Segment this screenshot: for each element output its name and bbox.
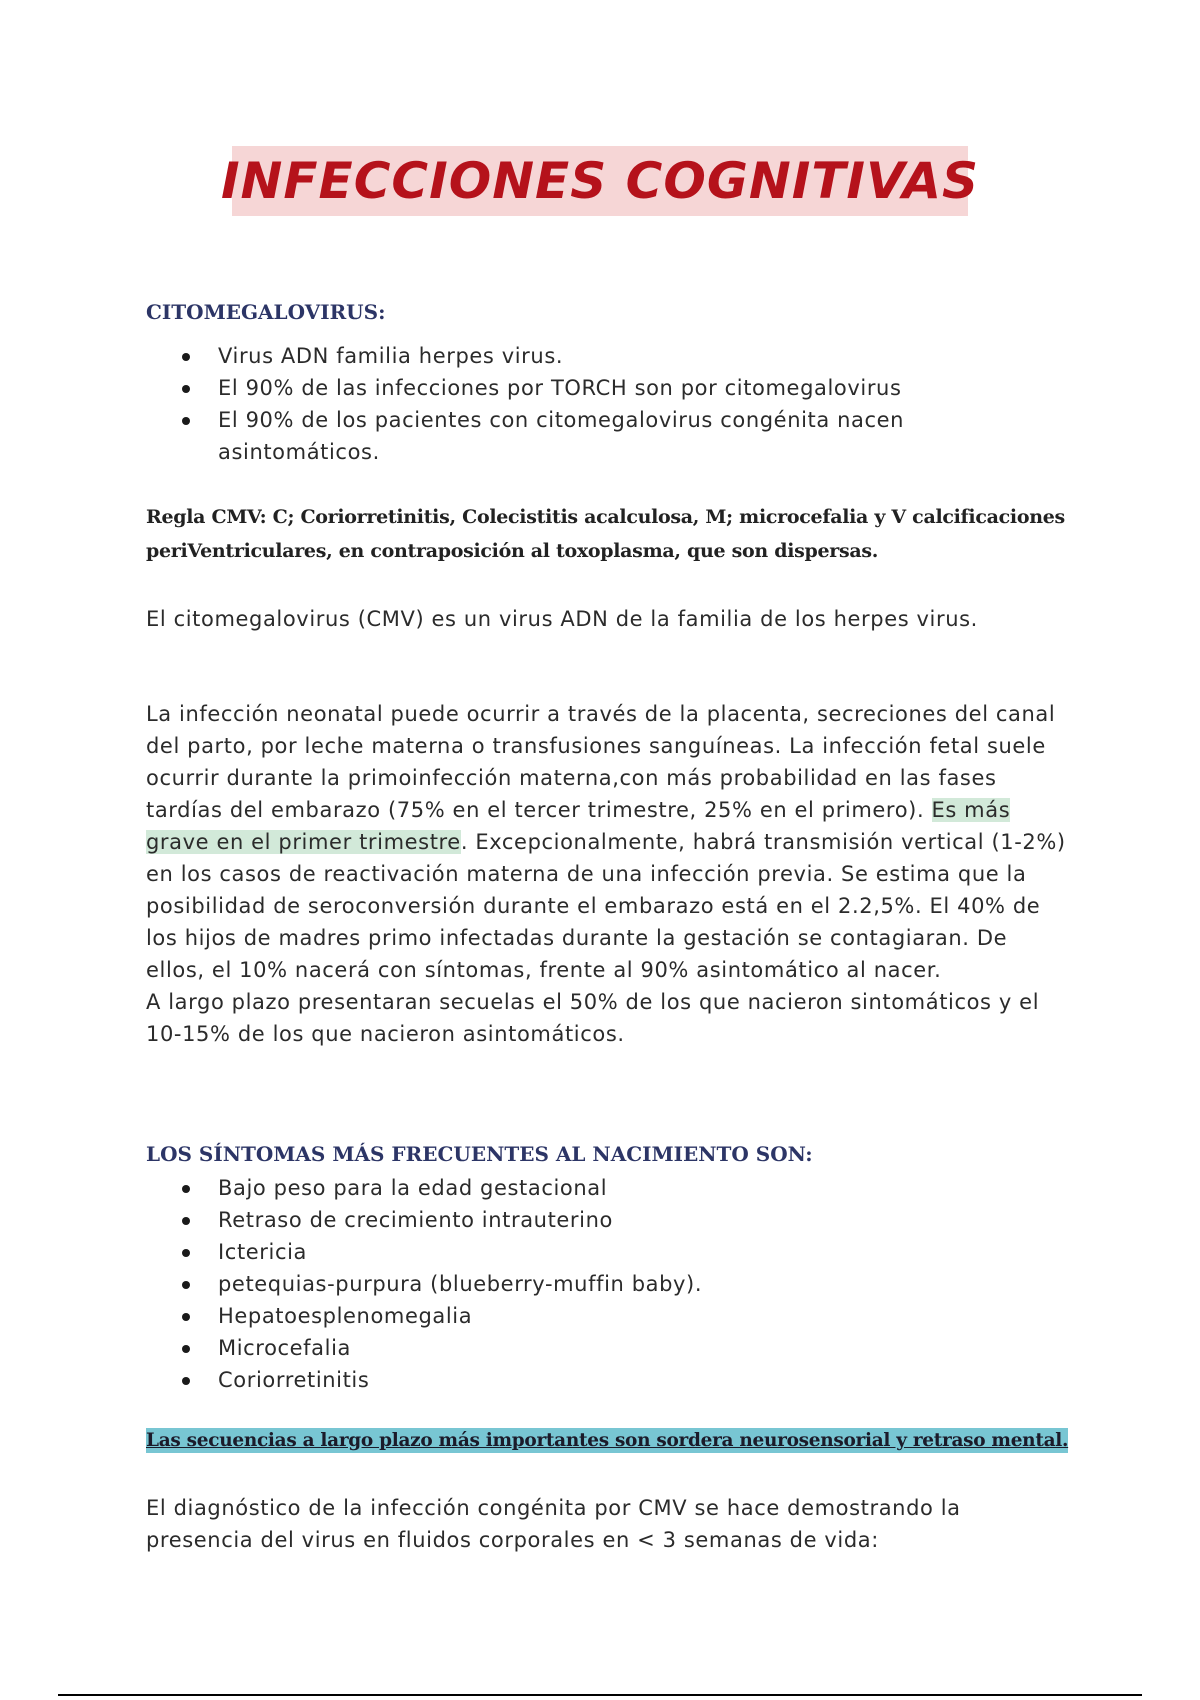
list-item: petequias-purpura (blueberry-muffin baby). bbox=[146, 1268, 1066, 1300]
callout-block bbox=[146, 1428, 1069, 1453]
list-item: Microcefalia bbox=[146, 1332, 1066, 1364]
rule-cmv-text: Regla CMV: C; Coriorretinitis, Colecistitis acalculosa, M; microcefalia y V calcificaciones periVentriculares, en contraposición al toxoplasma, que son dispersas. bbox=[146, 506, 1065, 562]
bullet-icon bbox=[182, 1249, 190, 1257]
rule-cmv-block bbox=[146, 500, 1066, 568]
paragraph-3: El diagnóstico de la infección congénita por CMV se hace demostrando la presencia del virus en fluidos corporales en < 3 semanas de vida: bbox=[146, 1496, 961, 1552]
cmv-bullet-list bbox=[146, 340, 1066, 468]
bullet-icon bbox=[182, 1313, 190, 1321]
symptoms-bullet-list bbox=[146, 1172, 1066, 1396]
bullet-icon bbox=[182, 1377, 190, 1385]
list-item: Coriorretinitis bbox=[146, 1364, 1066, 1396]
bullet-icon bbox=[182, 1217, 190, 1225]
list-item: Ictericia bbox=[146, 1236, 1066, 1268]
section-heading-symptoms: LOS SÍNTOMAS MÁS FRECUENTES AL NACIMIENTO SON: bbox=[146, 1142, 813, 1166]
paragraph-2: La infección neonatal puede ocurrir a través de la placenta, secreciones del canal del parto, por leche materna o transfusiones sanguíneas. La infección fetal suele ocurrir durante la primoinfección materna,con más probabilidad en las fases tardías del embarazo (75% en el tercer trimestre, 25% en el primero). Es más grave en el primer trimestre. Excepcionalmente, habrá transmisión vertical (1-2%) en los casos de reactivación materna de una infección previa. Se estima que la posibilidad de seroconversión durante el embarazo está en el 2.2,5%. El 40% de los hijos de madres primo infectadas durante la gestación se contagiaran. De ellos, el 10% nacerá con síntomas, frente al 90% asintomático al nacer. bbox=[146, 702, 1066, 982]
title-highlight bbox=[220, 146, 980, 216]
page-title: INFECCIONES COGNITIVAS bbox=[220, 152, 980, 210]
highlighted-text: Es más grave en el primer trimestre bbox=[146, 798, 1011, 854]
bullet-icon bbox=[182, 1345, 190, 1353]
section-heading-cmv: CITOMEGALOVIRUS: bbox=[146, 300, 386, 324]
paragraph-2-block bbox=[146, 698, 1066, 1050]
section-symptoms bbox=[146, 1142, 1066, 1396]
paragraph-1: El citomegalovirus (CMV) es un virus ADN de la familia de los herpes virus. bbox=[146, 607, 978, 631]
bullet-icon bbox=[182, 385, 190, 393]
list-item: Retraso de crecimiento intrauterino bbox=[146, 1204, 1066, 1236]
page-divider bbox=[58, 1694, 1142, 1696]
paragraph-1-block bbox=[146, 603, 1066, 635]
bullet-icon bbox=[182, 353, 190, 361]
callout-highlight: Las secuencias a largo plazo más importantes son sordera neurosensorial y retraso mental. bbox=[146, 1430, 1069, 1451]
list-item: Hepatoesplenomegalia bbox=[146, 1300, 1066, 1332]
list-item: Bajo peso para la edad gestacional bbox=[146, 1172, 1066, 1204]
bullet-icon bbox=[182, 1185, 190, 1193]
paragraph-3-block bbox=[146, 1492, 1066, 1556]
list-item: El 90% de las infecciones por TORCH son por citomegalovirus bbox=[146, 372, 1066, 404]
bullet-icon bbox=[182, 1281, 190, 1289]
list-item: Virus ADN familia herpes virus. bbox=[146, 340, 1066, 372]
section-citomegalovirus bbox=[146, 300, 1066, 468]
bullet-icon bbox=[182, 417, 190, 425]
list-item: El 90% de los pacientes con citomegalovirus congénita nacen asintomáticos. bbox=[146, 404, 1066, 468]
paragraph-2b: A largo plazo presentaran secuelas el 50% de los que nacieron sintomáticos y el 10-15% de los que nacieron asintomáticos. bbox=[146, 990, 1040, 1046]
